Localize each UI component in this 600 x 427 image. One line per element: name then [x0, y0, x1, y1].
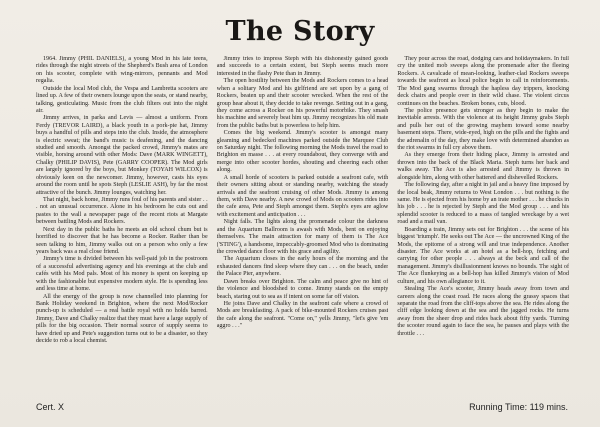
story-paragraph: The open hostility between the Mods and Rockers comes to a head when a solitary Mod and his girlfriend are set upon by a gang of Rockers, beaten up and their scooter wrecked. When the rest of the group hear about it, they decide to take revenge. Setting out in a gang, they come across a Rocker on his powerful motorbike. They smash his machine and severely beat him up. Jimmy recognizes his old mate from the public baths but is powerless to help him.	[216, 78, 389, 129]
story-paragraph: The following day, after a night in jail and a heavy fine imposed by the local beak, Jimmy returns to West London . . . but nothing is the same. He is ejected from his home by an irate mother . . . he chucks in his job . . . he is rejected by Steph and the Mod group . . . and his splendid scooter is reduced to a mass of tangled wreckage by a wet road and a mail van.	[397, 182, 569, 226]
story-paragraph: Stealing The Ace's scooter, Jimmy heads away from town and careers along the coast road. He races along the grassy spaces that separate the road from the cliff-tops above the sea. He rides along the cliff edge looking down at the sea and the jagged rocks. He turns away from the sheer drop and rides back about fifty yards. Turning the scooter round again to face the sea, he pauses and plays with the throttle . . .	[397, 286, 569, 337]
story-paragraph: Boarding a train, Jimmy sets out for Brighton . . . the scene of his biggest 'triumph'. He seeks out The Ace — the uncrowned King of the Mods, the epitome of a strong will and true independence. Another disaster. The Ace works at an hotel as a bell-hop, fetching and carrying for other people . . . always at the beck and call of the management. Jimmy's disillusionment knows no bounds. The sight of The Ace flunkeying as a bell-hop has killed Jimmy's vision of Mod culture, and his own allegiance to it.	[397, 226, 569, 285]
story-paragraph: All the energy of the group is now channelled into planning for Bank Holiday weekend in Brighton, where the next Mod/Rocker punch-up is scheduled — a real battle royal with no holds barred. Jimmy, Dave and Chalky realize that they must have a large supply of pills for the big occasion. Their normal source of supply seems to have dried up and Pete's suggestion turns out to be a disaster, so they decide to rob a local chemist.	[36, 293, 208, 345]
story-paragraph: Jimmy tries to impress Steph with his dishonestly gained goods and succeeds to a certain extent, but Steph seems much more interested in the flashy Pete than in Jimmy.	[216, 56, 389, 77]
story-paragraph: A small horde of scooters is parked outside a seafront cafe, with their owners sitting about or standing nearby, watching the steady arrivals and the seafront cruising of other Mods. Jimmy is among them, with Dave nearby. A new crowd of Mods on scooters rides into the cafe area, Pete and Steph amongst them. Steph's eyes are aglow with excitement and anticipation . . .	[216, 174, 389, 218]
story-column-3	[397, 56, 569, 378]
story-paragraph: Comes the big weekend. Jimmy's scooter is amongst many gleaming and bedecked machines parked outside the Marquee Club on Saturday night. The following morning the Mods travel the road to Brighton en masse . . . at every roundabout, they converge with and merge into other scooter hordes, shouting and cheering each other along.	[216, 130, 389, 174]
running-time-label: Running Time: 119 mins.	[469, 402, 568, 412]
story-paragraph: As they emerge from their hiding place, Jimmy is arrested and thrown into the back of the Black Maria. Steph turns her back and walks away. The Ace is also arrested and Jimmy is thrown in alongside him, along with other battered and dishevelled Rockers.	[397, 152, 569, 181]
story-paragraph: Jimmy arrives, in parka and Levis — almost a uniform. From Ferdy (TREVOR LAIRD), a black youth in a pork-pie hat, Jimmy buys a handful of pills and steps into the club. Inside, the atmosphere is electric sweat; the band's music is deafening, and the dancing studied and smooth. Amongst the packed crowd, Jimmy's mates are visible, horsing around with other Mods: Dave (MARK WINGETT), Chalky (PHILIP DAVIS), Pete (GARRY COOPER). The Mod girls are largely ignored by the boys, but Monkey (TOYAH WILCOX) is obviously keen on the newcomer. Jimmy, however, casts his eyes around the room until he spots Steph (LESLIE ASH), by far the most attractive of the bunch. Jimmy lounges, watching her.	[36, 115, 208, 196]
story-column-2	[217, 56, 389, 378]
story-paragraph: The police presence gets stronger as they begin to make the inevitable arrests. With the violence at its height Jimmy grabs Steph and pulls her out of the growing mayhem toward some nearby basement steps. There, wide-eyed, high on the pills and the fights and the adrenalin of the day, they make love with determined abandon as the riot swarms in full cry above them.	[397, 107, 569, 152]
page-title: The Story	[225, 16, 375, 47]
certificate-label: Cert. X	[36, 402, 65, 412]
story-column-1	[36, 56, 208, 378]
story-paragraph: That night, back home, Jimmy runs foul of his parents and sister . . . not an unusual occurrence. Alone in his bedroom he cuts out and pastes to the wall a newspaper page of the recent riots at Margate between battling Mods and Rockers.	[36, 197, 208, 226]
story-paragraph: 1964. Jimmy (PHIL DANIELS), a young Mod in his late teens, rides through the night streets of the Shepherd's Bush area of London on his scooter, complete with wing-mirrors, pennants and Mod regalia.	[36, 56, 208, 85]
story-paragraph: Next day in the public baths he meets an old school chum but is horrified to discover that he has become a Rocker. Rather than be seen talking to him, Jimmy walks out on a person who only a few years back was a real close friend.	[36, 226, 208, 255]
story-columns	[36, 56, 569, 378]
story-paragraph: Outside the local Mod club, the Vespa and Lambretta scooters are lined up. A few of their owners lounge upon the seats, or stand nearby, talking, gesticulating. Music from the club filters out into the night air.	[36, 85, 208, 114]
story-paragraph: Dawn breaks over Brighton. The calm and peace give no hint of the violence and bloodshed to come. Jimmy stands on the empty beach, staring out to sea as if intent on some far off vision.	[216, 278, 389, 300]
story-paragraph: Jimmy's time is divided between his well-paid job in the postroom of a successful advertising agency and his evenings at the club and cafés with his Mod pals. Most of his money is spent on keeping up with the fashionable but expensive modern style. He is spending less and less time at home.	[36, 256, 208, 293]
story-paragraph: He joins Dave and Chalky in the seafront cafe where a crowd of Mods are breakfasting. A pack of bike-mounted Rockers cruises past the cafe along the seafront. "Come on," yells Jimmy, "let's give 'em aggro . . ."	[216, 300, 389, 330]
story-paragraph: The Aquarium closes in the early hours of the morning and the exhausted dancers find sleep where they can . . . on the beach, under the Palace Pier, anywhere.	[216, 256, 389, 278]
story-paragraph: Night falls. The lights along the promenade colour the darkness and the Aquarium Ballroom is awash with Mods, bent on enjoying themselves. The main attraction for many of them is The Ace ('STING'), a handsome, impeccably-groomed Mod who is dominating the crowded dance floor with his grace and agility.	[216, 219, 389, 255]
story-paragraph: They pour across the road, dodging cars and holidaymakers. In full cry the united mob sweeps along the promenade after the fleeing Rockers. A cavalcade of mean-looking, leather-clad Rockers sweeps towards the seafront as local police begin to call in reinforcements. The Mod gang swarms through the hapless day trippers, knocking deck chairs and people over in their wild chase. The violent circus continues on the beaches. Broken bones, cuts, blood.	[397, 56, 569, 107]
